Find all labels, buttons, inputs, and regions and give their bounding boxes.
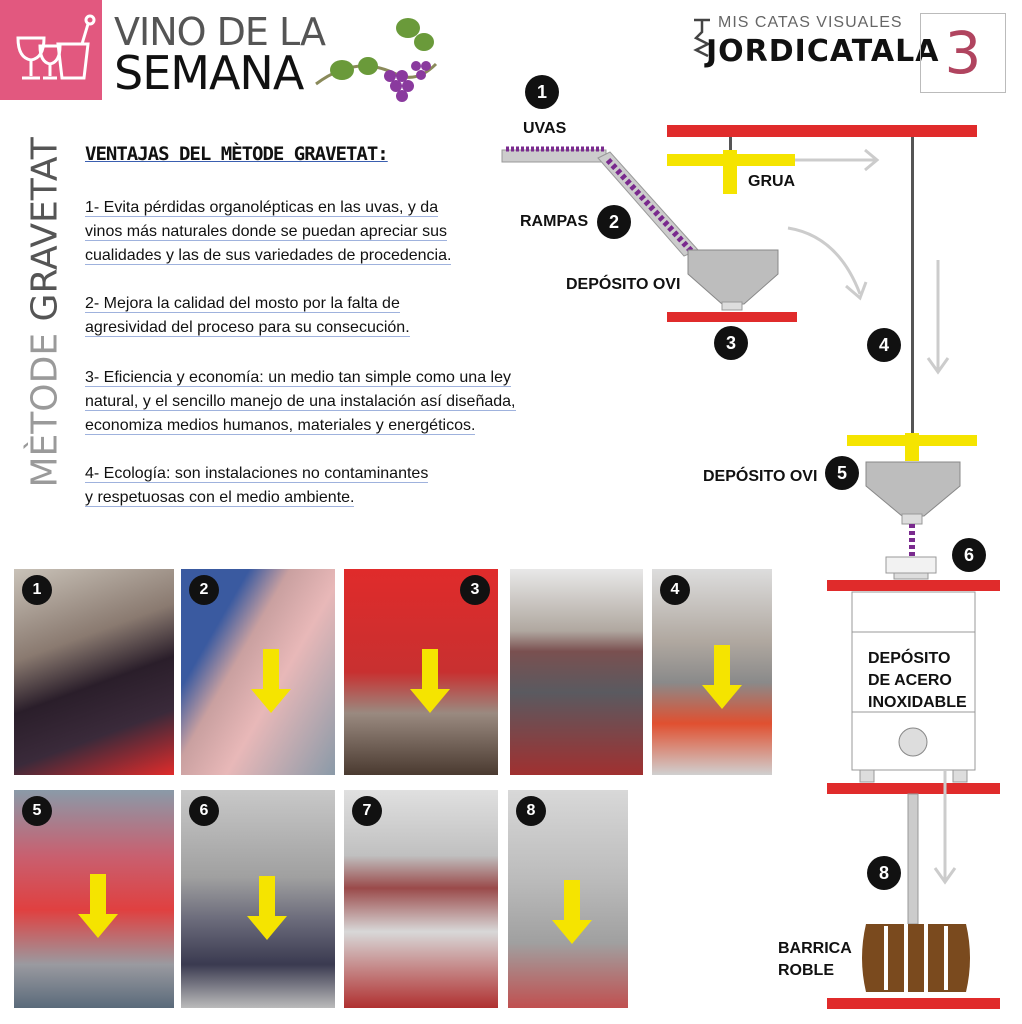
advantage-4-line: y respetuosas con el medio ambiente. <box>85 489 355 506</box>
vertical-title-part2: GRAVETAT <box>24 137 66 322</box>
photo-5 <box>14 790 174 1008</box>
photo-8-number: 8 <box>516 796 546 826</box>
step-badge-6: 6 <box>952 538 986 572</box>
step-badge-3: 3 <box>714 326 748 360</box>
steel-tank-beam-top <box>827 580 1000 591</box>
photo-1-number: 1 <box>22 575 52 605</box>
advantage-3-line: 3- Eficiencia y economía: un medio tan simple como una ley <box>85 369 511 386</box>
photo-2 <box>181 569 335 775</box>
step-badge-8: 8 <box>867 856 901 890</box>
barrel-label <box>778 938 852 982</box>
photo-6-number: 6 <box>189 796 219 826</box>
yellow-arrow-icon <box>247 876 287 940</box>
rampas-label: RAMPAS <box>520 213 589 230</box>
photo-3-number: 3 <box>460 575 490 605</box>
barrel-beam <box>827 998 1000 1009</box>
advantage-1-line: vinos más naturales donde se puedan apreciar sus <box>85 223 447 240</box>
yellow-arrow-icon <box>251 649 291 713</box>
steel-tank-label-line: DEPÓSITO <box>868 650 951 667</box>
grua-label: GRUA <box>748 173 796 190</box>
photo-4-number: 4 <box>660 575 690 605</box>
steel-tank-beam-bottom <box>827 783 1000 794</box>
steel-tank-label <box>868 648 967 714</box>
photo-8 <box>508 790 628 1008</box>
ovi-tank-2 <box>866 462 960 516</box>
photo-1 <box>14 569 174 775</box>
photo-2-number: 2 <box>189 575 219 605</box>
step-badge-2: 2 <box>597 205 631 239</box>
brand-line-1: VINO DE LA <box>114 10 326 54</box>
steel-tank-label-line: DE ACERO <box>868 672 952 689</box>
advantages-title: VENTAJAS DEL MÈTODE GRAVETAT: <box>85 143 388 165</box>
uvas-label: UVAS <box>523 120 567 137</box>
pipe <box>908 794 918 924</box>
advantage-1-line: cualidades y las de sus variedades de procedencia. <box>85 247 452 264</box>
steel-tank-label-line: INOXIDABLE <box>868 694 967 711</box>
crane-cable <box>911 137 914 435</box>
photo-unnumbered <box>510 569 643 775</box>
photo-5-number: 5 <box>22 796 52 826</box>
barrel-label-line: BARRICA <box>778 940 852 957</box>
photo-3 <box>344 569 498 775</box>
ovi-beam-1 <box>667 312 797 322</box>
yellow-arrow-icon <box>78 874 118 938</box>
grape-tray <box>502 150 606 162</box>
photo-7 <box>344 790 498 1008</box>
deposito-ovi-label-1: DEPÓSITO OVI <box>566 276 681 293</box>
oak-barrel <box>862 924 970 992</box>
photo-7-number: 7 <box>352 796 382 826</box>
deposito-ovi-label-2: DEPÓSITO OVI <box>703 468 818 485</box>
photo-6 <box>181 790 335 1008</box>
advantage-1-line: 1- Evita pérdidas organolépticas en las uvas, y da <box>85 199 439 216</box>
step-badge-5: 5 <box>825 456 859 490</box>
logo-subtitle: MIS CATAS VISUALES <box>718 14 903 31</box>
down-arrow-4 <box>928 260 948 372</box>
crane-post <box>723 150 737 194</box>
brand-line-2: SEMANA <box>114 46 304 100</box>
advantage-3-line: economiza medios humanos, materiales y energéticos. <box>85 417 476 434</box>
advantage-2-line: agresividad del proceso para su consecución. <box>85 319 410 336</box>
yellow-arrow-icon <box>552 880 592 944</box>
advantage-4-line: 4- Ecología: son instalaciones no contaminantes <box>85 465 429 482</box>
top-beam <box>667 125 977 137</box>
step-badge-4: 4 <box>867 328 901 362</box>
steel-tank-top <box>852 592 975 632</box>
page-number: 3 <box>920 13 1006 93</box>
yellow-arrow-icon <box>702 645 742 709</box>
barrel-label-line: ROBLE <box>778 962 834 979</box>
photo-4 <box>652 569 772 775</box>
yellow-arrow-icon <box>410 649 450 713</box>
vertical-title-part1: MÈTODE <box>24 321 66 488</box>
ovi-tank-1 <box>688 250 778 304</box>
advantage-2-line: 2- Mejora la calidad del mosto por la falta de <box>85 295 400 312</box>
crane-arrow <box>795 150 877 170</box>
step-badge-1: 1 <box>525 75 559 109</box>
curved-arrow <box>788 228 866 298</box>
advantage-3-line: natural, y el sencillo manejo de una instalación así diseñada, <box>85 393 516 410</box>
logo-name: JORDICATALA <box>706 34 940 69</box>
